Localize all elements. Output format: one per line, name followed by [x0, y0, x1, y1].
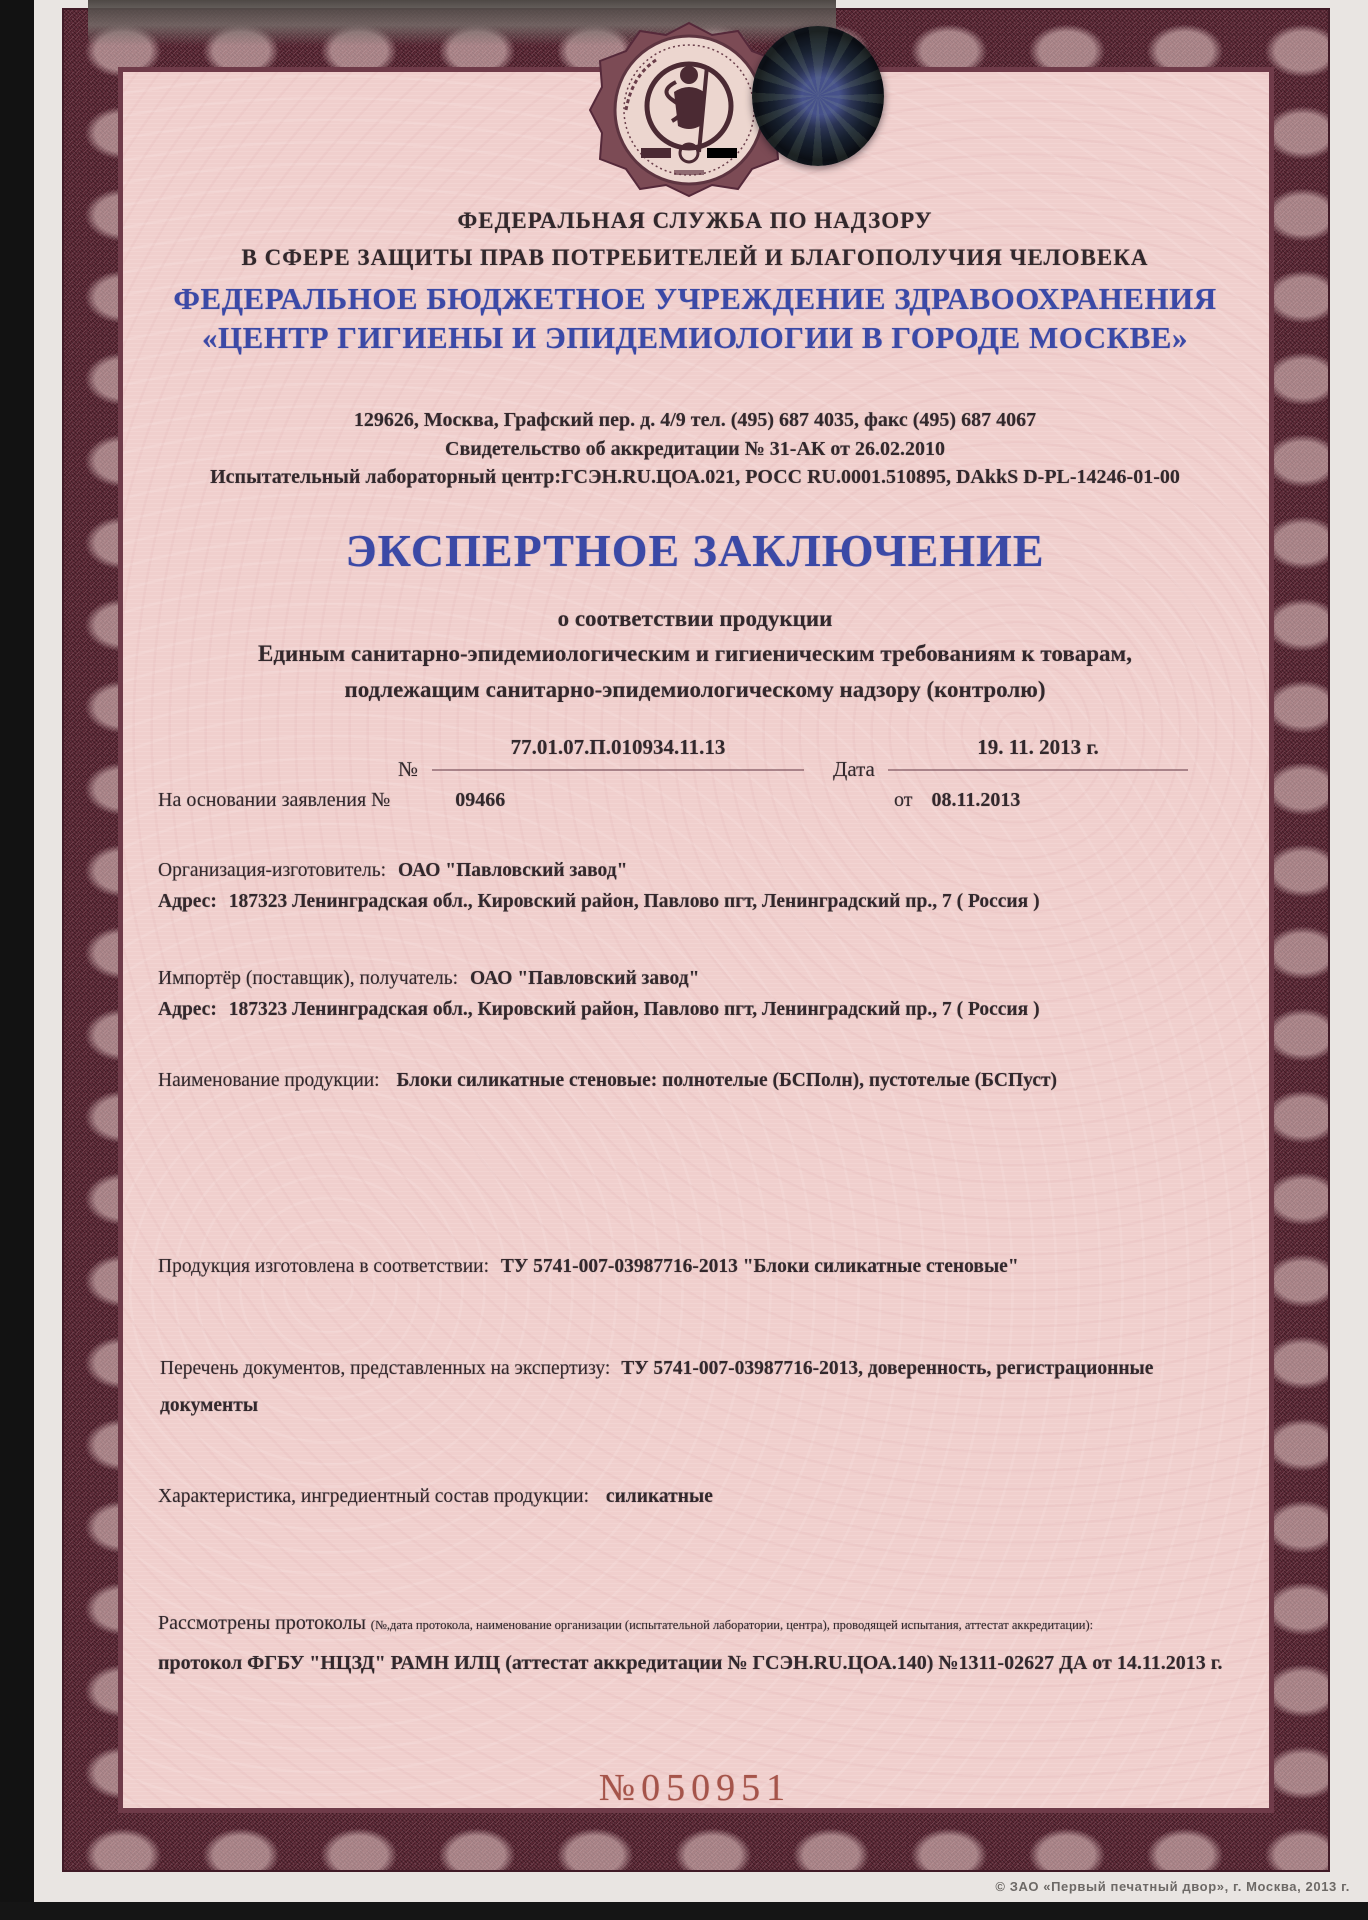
product-name-label: Наименование продукции: [158, 1070, 380, 1091]
number-label: № [398, 757, 419, 781]
documents-value: ТУ 5741-007-03987716-2013, доверенность, регистрационные документы [160, 1358, 1154, 1416]
organization-name-line2: «ЦЕНТР ГИГИЕНЫ И ЭПИДЕМИОЛОГИИ В ГОРОДЕ МОСКВЕ» [202, 320, 1188, 355]
application-label: На основании заявления № [158, 789, 391, 811]
application-row [158, 789, 505, 812]
serial-number: №050951 [598, 1767, 792, 1809]
manufacturer-row [158, 860, 627, 882]
document-title: ЭКСПЕРТНОЕ ЗАКЛЮЧЕНИЕ [345, 525, 1045, 576]
application-date-value: 08.11.2013 [931, 789, 1021, 811]
importer-label: Импортёр (поставщик), получатель: [158, 968, 459, 989]
standard-value: ТУ 5741-007-03987716-2013 "Блоки силикатные стеновые" [500, 1256, 1019, 1277]
product-name-value: Блоки силикатные стеновые: полнотелые (БСПолн), пустотелые (БСПуст) [396, 1070, 1058, 1091]
organization-address: 129626, Москва, Графский пер. д. 4/9 тел. (495) 687 4035, факс (495) 687 4067 [353, 409, 1037, 431]
importer-address-row [158, 999, 1040, 1021]
manufacturer-value: ОАО "Павловский завод" [397, 860, 628, 881]
standard-label: Продукция изготовлена в соответствии: [158, 1256, 490, 1277]
application-number: 09466 [455, 789, 506, 811]
manufacturer-address-row [158, 891, 1040, 913]
accreditation-certificate: Свидетельство об аккредитации № 31-АК от 26.02.2010 [445, 438, 945, 460]
protocols-value: протокол ФГБУ "НЦЗД" РАМН ИЛЦ (аттестат аккредитации № ГСЭН.RU.ЦОА.140) №1311-02627 ДА от 14.11.2013 г. [158, 1652, 1223, 1674]
manufacturer-address-label: Адрес: [158, 891, 217, 912]
print-house-footer: © ЗАО «Первый печатный двор», г. Москва, 2013 г. [995, 1879, 1350, 1894]
agency-name-line1: ФЕДЕРАЛЬНАЯ СЛУЖБА ПО НАДЗОРУ [457, 208, 933, 233]
title-subline3: подлежащим санитарно-эпидемиологическому надзору (контролю) [344, 677, 1046, 702]
protocols-label: Рассмотрены протоколы [158, 1612, 366, 1634]
characteristics-row [158, 1486, 713, 1508]
protocols-note: (№,дата протокола, наименование организации (испытательной лаборатории, центра), проводящей испытания, аттестат аккредитации): [370, 1618, 1094, 1632]
organization-name-line1: ФЕДЕРАЛЬНОЕ БЮДЖЕТНОЕ УЧРЕЖДЕНИЕ ЗДРАВООХРАНЕНИЯ [173, 281, 1217, 316]
standard-row [158, 1256, 1019, 1278]
importer-address-label: Адрес: [158, 999, 217, 1020]
manufacturer-address-value: 187323 Ленинградская обл., Кировский район, Павлово пгт, Ленинградский пр., 7 ( Россия ) [228, 891, 1040, 912]
characteristics-value: силикатные [605, 1486, 713, 1507]
application-date-label: от [894, 789, 913, 811]
documents-row [160, 1350, 1255, 1424]
date-value: 19. 11. 2013 г. [888, 735, 1188, 771]
documents-label: Перечень документов, представленных на экспертизу: [160, 1358, 611, 1379]
protocols-header-row [158, 1612, 1263, 1635]
title-subline2: Единым санитарно-эпидемиологическим и гигиеническим требованиям к товарам, [258, 641, 1132, 666]
scan-black-edge-bottom [0, 1902, 1368, 1920]
characteristics-label: Характеристика, ингредиентный состав продукции: [158, 1486, 590, 1507]
title-subline1: о соответствии продукции [557, 606, 833, 631]
lab-center-line: Испытательный лабораторный центр:ГСЭН.RU.ЦОА.021, РОСС RU.0001.510895, DAkkS D-PL-14246-01-00 [210, 466, 1180, 488]
importer-value: ОАО "Павловский завод" [469, 968, 700, 989]
product-name-row [158, 1070, 1057, 1092]
date-label: Дата [833, 757, 875, 781]
manufacturer-label: Организация-изготовитель: [158, 860, 387, 881]
agency-name-line2: В СФЕРЕ ЗАЩИТЫ ПРАВ ПОТРЕБИТЕЛЕЙ И БЛАГОПОЛУЧИЯ ЧЕЛОВЕКА [241, 245, 1149, 270]
importer-row [158, 968, 699, 990]
number-value: 77.01.07.П.010934.11.13 [432, 735, 804, 771]
scan-black-edge-left [0, 0, 34, 1920]
application-date-row [894, 789, 1020, 812]
importer-address-value: 187323 Ленинградская обл., Кировский район, Павлово пгт, Ленинградский пр., 7 ( Россия ) [228, 999, 1040, 1020]
